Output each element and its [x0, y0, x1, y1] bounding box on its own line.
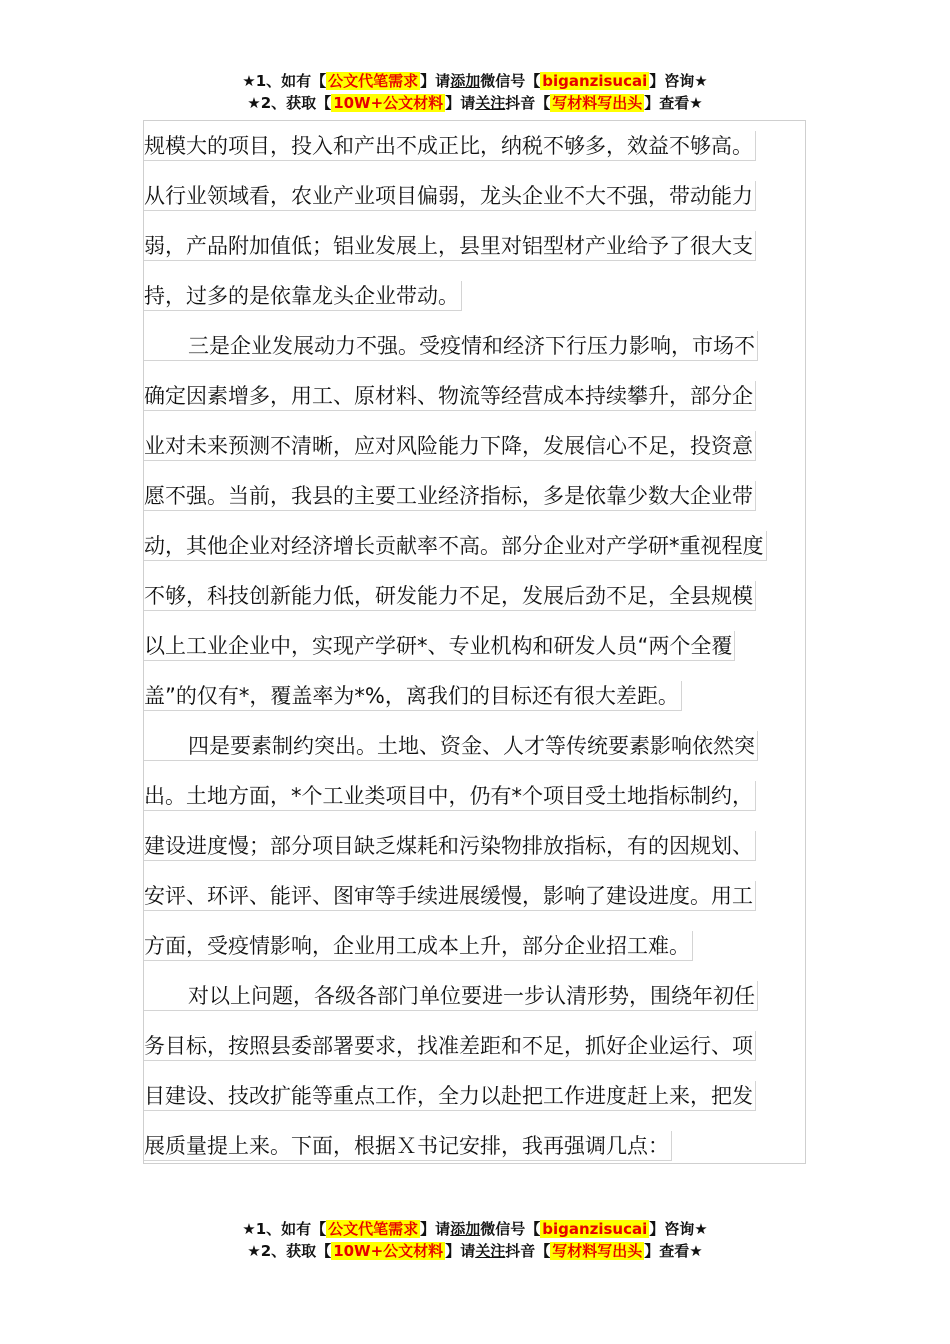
doc-line: 务目标，按照县委部署要求，找准差距和不足，抓好企业运行、项: [144, 1031, 756, 1061]
highlight-douyin: 写材料写出头: [552, 94, 643, 112]
doc-line: 确定因素增多，用工、原材料、物流等经营成本持续攀升，部分企: [144, 381, 756, 411]
banner-line-1: [0, 1218, 950, 1240]
doc-line: 业对未来预测不清晰，应对风险能力下降，发展信心不足，投资意: [144, 431, 756, 461]
banner-underline: 添加: [450, 72, 481, 90]
doc-line: 不够，科技创新能力低，研发能力不足，发展后劲不足，全县规模: [144, 581, 756, 611]
banner-text: 】咨询★: [649, 72, 708, 90]
banner-underline: 添加: [450, 1220, 481, 1238]
bottom-banner: [0, 1218, 950, 1262]
doc-line: 规模大的项目，投入和产出不成正比，纳税不够多，效益不够高。: [144, 131, 756, 161]
banner-text: 】请: [445, 94, 476, 112]
doc-line: 出。土地方面，*个工业类项目中，仍有*个项目受土地指标制约，: [144, 781, 756, 811]
banner-line-1: [0, 70, 950, 92]
banner-text: 微信号【: [480, 1220, 541, 1238]
banner-text: 抖音【: [505, 1242, 551, 1260]
banner-text: ★2、获取【: [247, 94, 332, 112]
banner-text: 】请: [420, 72, 451, 90]
banner-line-2: [0, 1240, 950, 1262]
doc-line: 持，过多的是依靠龙头企业带动。: [144, 281, 462, 311]
doc-line: 以上工业企业中，实现产学研*、专业机构和研发人员“两个全覆: [144, 631, 735, 661]
doc-line: 建设进度慢；部分项目缺乏煤耗和污染物排放指标，有的因规划、: [144, 831, 756, 861]
banner-underline: 关注: [475, 94, 506, 112]
doc-line: 目建设、技改扩能等重点工作，全力以赴把工作进度赶上来，把发: [144, 1081, 756, 1111]
top-banner: [0, 70, 950, 114]
doc-line: 三是企业发展动力不强。受疫情和经济下行压力影响，市场不: [144, 331, 758, 361]
banner-text: 】查看★: [644, 1242, 703, 1260]
doc-line: 四是要素制约突出。土地、资金、人才等传统要素影响依然突: [144, 731, 758, 761]
banner-text: ★2、获取【: [247, 1242, 332, 1260]
doc-line: 盖”的仅有*，覆盖率为*%，离我们的目标还有很大差距。: [144, 681, 682, 711]
banner-text: ★1、如有【: [242, 72, 327, 90]
banner-text: 】请: [445, 1242, 476, 1260]
highlight-wechat-id: biganzisucai: [542, 72, 648, 90]
doc-line: 展质量提上来。下面，根据Ｘ书记安排，我再强调几点：: [144, 1131, 672, 1161]
highlight-douyin: 写材料写出头: [552, 1242, 643, 1260]
doc-line: 动，其他企业对经济增长贡献率不高。部分企业对产学研*重视程度: [144, 531, 767, 561]
highlight-service: 公文代笔需求: [328, 72, 419, 90]
banner-underline: 关注: [475, 1242, 506, 1260]
banner-text: 】请: [420, 1220, 451, 1238]
highlight-service: 公文代笔需求: [328, 1220, 419, 1238]
doc-line: 从行业领域看，农业产业项目偏弱，龙头企业不大不强，带动能力: [144, 181, 756, 211]
doc-line: 安评、环评、能评、图审等手续进展缓慢，影响了建设进度。用工: [144, 881, 756, 911]
banner-text: 】查看★: [644, 94, 703, 112]
highlight-materials: 10W+公文材料: [333, 94, 444, 112]
doc-line: 愿不强。当前，我县的主要工业经济指标，多是依靠少数大企业带: [144, 481, 756, 511]
doc-line: 弱，产品附加值低；铝业发展上，县里对铝型材产业给予了很大支: [144, 231, 756, 261]
banner-text: 】咨询★: [649, 1220, 708, 1238]
banner-line-2: [0, 92, 950, 114]
highlight-wechat-id: biganzisucai: [542, 1220, 648, 1238]
doc-line: 对以上问题，各级各部门单位要进一步认清形势，围绕年初任: [144, 981, 758, 1011]
doc-line: 方面，受疫情影响，企业用工成本上升，部分企业招工难。: [144, 931, 693, 961]
banner-text: 抖音【: [505, 94, 551, 112]
highlight-materials: 10W+公文材料: [333, 1242, 444, 1260]
banner-text: ★1、如有【: [242, 1220, 327, 1238]
banner-text: 微信号【: [480, 72, 541, 90]
